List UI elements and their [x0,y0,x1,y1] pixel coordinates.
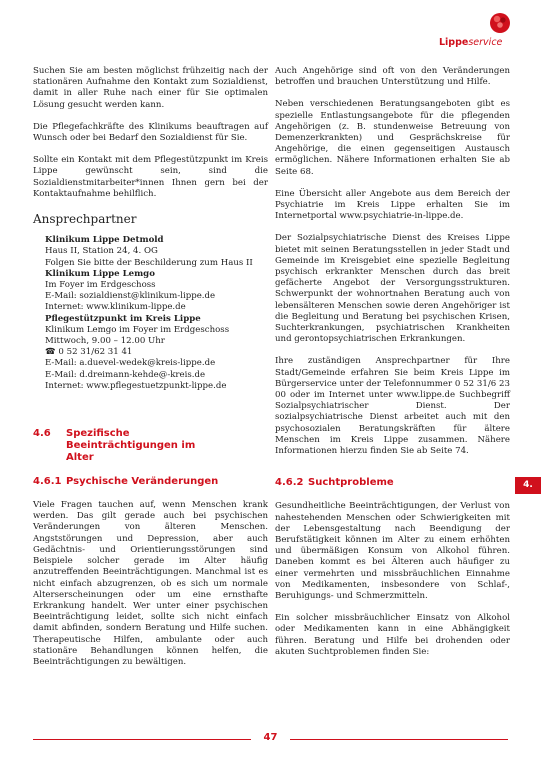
page-number: 47 [263,732,278,743]
email-link[interactable]: E-Mail: sozialdienst@klinikum-lippe.de [45,291,216,302]
paragraph: Der Sozialpsychiatrische Dienst des Kreises Lippe bietet mit seinen Beratungsstellen in jeder Stadt und Gemeinde im Kreisgebiet eine spezielle Begleitung psychisch erkrankter Menschen durch das breit gefächerte Angebot der Versorgungsstrukturen. Schwerpunkt der wohnortnahen Beratung auch von lebensälteren Menschen sowie deren Angehöriger ist die Begleitung und Beratung bei psychischen Krisen, Suchterkrankungen, psychiatrischen Krankheiten und gerontopsychiatrischen Erkrankungen. [275,233,510,345]
section-heading-4-6-1 [33,476,268,488]
paragraph: Eine Übersicht aller Angebote aus dem Bereich der Psychiatrie im Kreis Lippe erhalten Sie im Internetportal www.psychiatrie-in-lippe.de. [275,188,510,222]
section-number: 4.6.2 [275,477,304,489]
logo-wordmark: Lippeservice [439,37,503,48]
contact-heading: Ansprechpartner [33,212,137,227]
contact-list [33,235,268,392]
left-column [33,66,268,679]
paragraph: Viele Fragen tauchen auf, wenn Menschen krank werden. Das gilt gerade auch bei psychischen Veränderungen von älteren Menschen. Angststörungen und Depression, aber auch Gedächtnis- und Orientierungsstörungen sind Beispiele solcher gerade im Alter häufig anzutreffenden Beeinträchtigungen. Manchmal ist es nicht einfach abzugrenzen, ob es sich um normale Alterserscheinungen oder um eine ernsthafte Erkrankung handelt. Wer unter einer psychischen Beeinträchtigung leidet, sollte sich nicht einfach damit abfinden, sondern Beratung und Hilfe suchen. Therapeutische Hilfen, ambulante oder auch stationäre Behandlungen können helfen, die Beeinträchtigungen zu bewältigen. [33,500,268,667]
phone-number: ☎ 0 52 31/62 31 41 [45,347,133,358]
contact-detail: Folgen Sie bitte der Beschilderung zum Haus II [45,257,253,268]
section-number: 4.6 [33,428,51,440]
paragraph: Die Pflegefachkräfte des Klinikums beauftragen auf Wunsch oder bei Bedarf den Sozialdienst für Sie. [33,121,268,144]
opening-hours: Mittwoch, 9.00 – 12.00 Uhr [45,336,165,347]
section-title: Spezifische Beeinträchtigungen im Alter [66,428,196,464]
contact-name: Pflegestützpunkt im Kreis Lippe [45,313,201,324]
section-heading-4-6-2 [275,477,510,489]
section-heading-4-6 [33,428,268,464]
footer-divider-left [33,739,251,740]
contact-name: Klinikum Lippe Detmold [45,235,164,246]
contact-detail: Haus II, Station 24, 4. OG [45,246,158,257]
contact-detail: Klinikum Lemgo im Foyer im Erdgeschoss [45,324,230,335]
paragraph: Ein solcher missbräuchlicher Einsatz von Alkohol oder Medikamenten kann in eine Abhängigkeit führen. Beratung und Hilfe bei drohenden oder akuten Suchtproblemen finden Sie: [275,613,510,657]
section-title: Suchtprobleme [308,477,394,489]
paragraph: Ihre zuständigen Ansprechpartner für Ihre Stadt/Gemeinde erfahren Sie beim Kreis Lippe im Bürgerservice unter der Telefonnummer 0 52 31/6 23 00 oder im Internet unter www.lippe.de Suchbegriff Sozialpsychiatrischer Dienst. Der sozialpsychiatrische Dienst arbeitet auch mit den psychosozialen Beratungskräften für ältere Menschen im Kreis Lippe zusammen. Nähere Informationen hierzu finden Sie ab Seite 74. [275,356,510,457]
email-link[interactable]: E-Mail: d.dreimann-kehde@-kreis.de [45,369,206,380]
paragraph: Gesundheitliche Beeinträchtigungen, der Verlust von nahestehenden Menschen oder Schwierigkeiten mit der Lebensgestaltung nach Beendigung der Berufstätigkeit können im Alter zu einem erhöhten und übermäßigen Konsum von Alkohol führen. Daneben kommt es bei Älteren auch häufiger zu einer vermehrten und missbräuchlichen Einnahme von Medikamenten, insbesondere von Schlaf-, Beruhigungs- und Schmerzmitteln. [275,501,510,601]
paragraph: Neben verschiedenen Beratungsangeboten gibt es spezielle Entlastungsangebote für die pflegenden Angehörigen (z. B. stundenweise Betreuung von Demenzerkrankten) und Gesprächskreise für Angehörige, die einen gegenseitigen Austausch ermöglichen. Nähere Informationen erhalten Sie ab Seite 68. [275,99,510,177]
section-title: Psychische Veränderungen [66,476,219,488]
paragraph: Suchen Sie am besten möglichst frühzeitig nach der stationären Aufnahme den Kontakt zum Sozialdienst, damit in aller Ruhe nach einer für Sie optimalen Lösung gesucht werden kann. [33,66,268,110]
section-number: 4.6.1 [33,476,62,488]
website-link[interactable]: Internet: www.klinikum-lippe.de [45,302,186,313]
website-link[interactable]: Internet: www.pflegestuetzpunkt-lippe.de [45,380,227,391]
paragraph: Auch Angehörige sind oft von den Veränderungen betroffen und brauchen Unterstützung und Hilfe. [275,66,510,88]
email-link[interactable]: E-Mail: a.duevel-wedek@kreis-lippe.de [45,358,216,369]
contact-name: Klinikum Lippe Lemgo [45,268,155,279]
flower-logo-icon [489,12,511,34]
lippeservice-logo [439,12,519,52]
paragraph: Sollte ein Kontakt mit dem Pflegestützpunkt im Kreis Lippe gewünscht sein, sind die Sozialdienstmitarbeiter*innen Ihnen gern bei der Kontaktaufnahme behilflich. [33,155,268,199]
chapter-tab: 4. [515,477,541,494]
contact-detail: Im Foyer im Erdgeschoss [45,280,156,291]
right-column [275,66,510,669]
footer-divider-right [290,739,508,740]
